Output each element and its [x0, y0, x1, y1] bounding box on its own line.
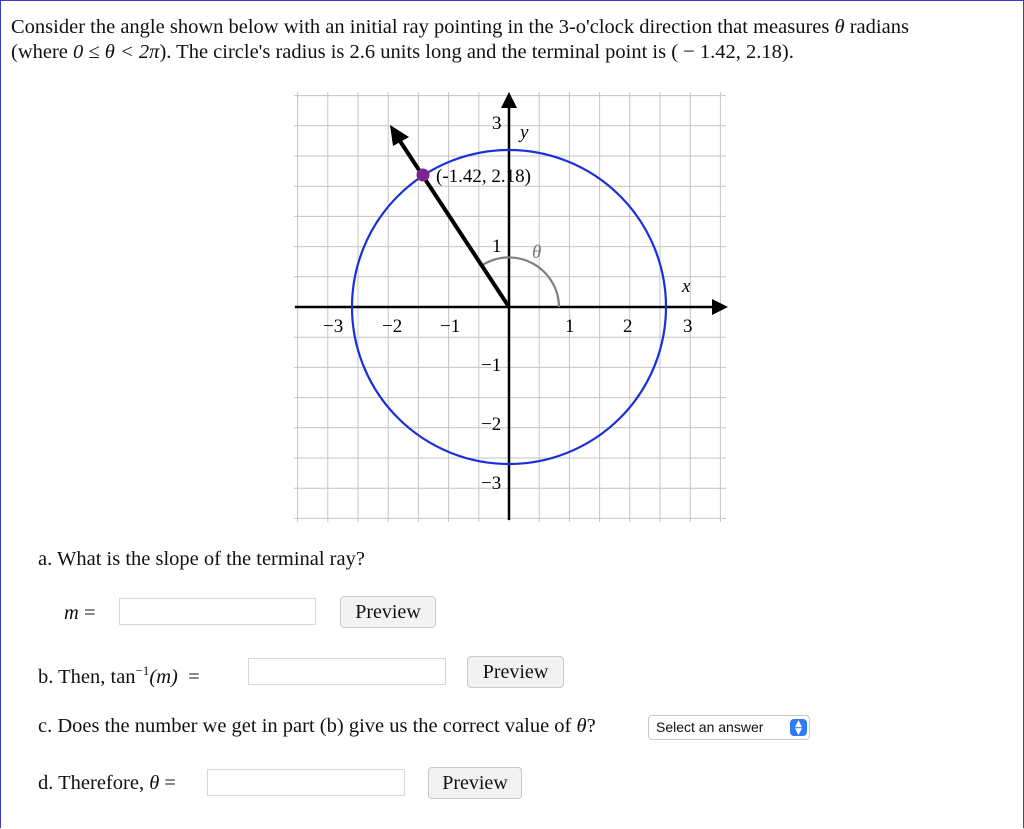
- problem-text-5: .: [788, 41, 794, 63]
- equals-sign: =: [188, 665, 200, 688]
- question-a-prefix: a.: [38, 548, 53, 570]
- question-a: [38, 546, 365, 572]
- y-tick-label: 1: [492, 236, 502, 257]
- theta-symbol: θ: [149, 772, 160, 794]
- problem-text-3: (where: [11, 41, 68, 63]
- question-d-prefix: d.: [38, 772, 54, 794]
- y-tick-label: −2: [481, 414, 502, 435]
- answer-select[interactable]: [648, 715, 810, 740]
- question-b-prefix: b.: [38, 665, 54, 688]
- preview-button-d[interactable]: Preview: [428, 767, 522, 799]
- x-tick-label: 3: [683, 316, 693, 337]
- unit-circle-graph: [290, 88, 730, 524]
- select-value: Select an answer: [656, 719, 764, 735]
- terminal-point: [417, 169, 430, 182]
- y-tick-label: −3: [481, 473, 502, 494]
- problem-text-1: Consider the angle shown below with an initial ray pointing in the 3-o'clock direction that measures: [11, 16, 830, 38]
- preview-button-a[interactable]: Preview: [340, 596, 436, 628]
- y-axis-label: y: [520, 122, 529, 143]
- point-label: (-1.42, 2.18): [436, 166, 531, 187]
- preview-button-b[interactable]: Preview: [467, 656, 564, 688]
- x-tick-label: −2: [382, 316, 403, 337]
- problem-text-4: ). The circle's radius is 2.6 units long and the terminal point is: [159, 41, 667, 63]
- y-axis-arrow: [501, 92, 517, 108]
- x-tick-label: −3: [323, 316, 344, 337]
- angle-label: θ: [532, 242, 542, 263]
- question-d-text: Therefore,: [58, 772, 145, 794]
- question-d: [38, 770, 176, 796]
- x-tick-label: 2: [623, 316, 633, 337]
- slope-label: [64, 600, 96, 626]
- theta-condition: 0 ≤ θ < 2π: [73, 41, 160, 63]
- x-tick-label: −1: [440, 316, 461, 337]
- question-c-text: Does the number we get in part (b) give us the correct value of: [57, 715, 572, 737]
- arctan-input[interactable]: [248, 658, 446, 685]
- question-c: [38, 713, 596, 739]
- y-tick-label: −1: [481, 355, 502, 376]
- problem-statement: [11, 15, 1011, 65]
- inverse-superscript: −1: [135, 663, 150, 678]
- slope-variable: m: [64, 602, 79, 624]
- problem-text-2: radians: [849, 16, 909, 38]
- equals-sign: =: [83, 602, 96, 624]
- question-c-prefix: c.: [38, 715, 53, 737]
- slope-input[interactable]: [119, 598, 316, 625]
- tan-argument: (m): [149, 665, 178, 688]
- question-b: [38, 658, 200, 690]
- terminal-ray: [398, 138, 509, 307]
- x-axis-label: x: [682, 276, 691, 297]
- question-b-text: Then, tan: [58, 665, 136, 688]
- theta-symbol: θ: [576, 715, 587, 737]
- theta-input[interactable]: [207, 769, 405, 796]
- theta-symbol: θ: [834, 16, 845, 38]
- terminal-point-coords: ( − 1.42, 2.18): [671, 41, 789, 63]
- y-tick-label: 3: [492, 113, 502, 134]
- x-tick-label: 1: [565, 316, 575, 337]
- select-arrows-icon: ▲ ▼: [790, 719, 807, 736]
- equals-sign: =: [164, 772, 176, 794]
- question-mark: ?: [586, 715, 596, 737]
- question-a-text: What is the slope of the terminal ray?: [57, 548, 365, 570]
